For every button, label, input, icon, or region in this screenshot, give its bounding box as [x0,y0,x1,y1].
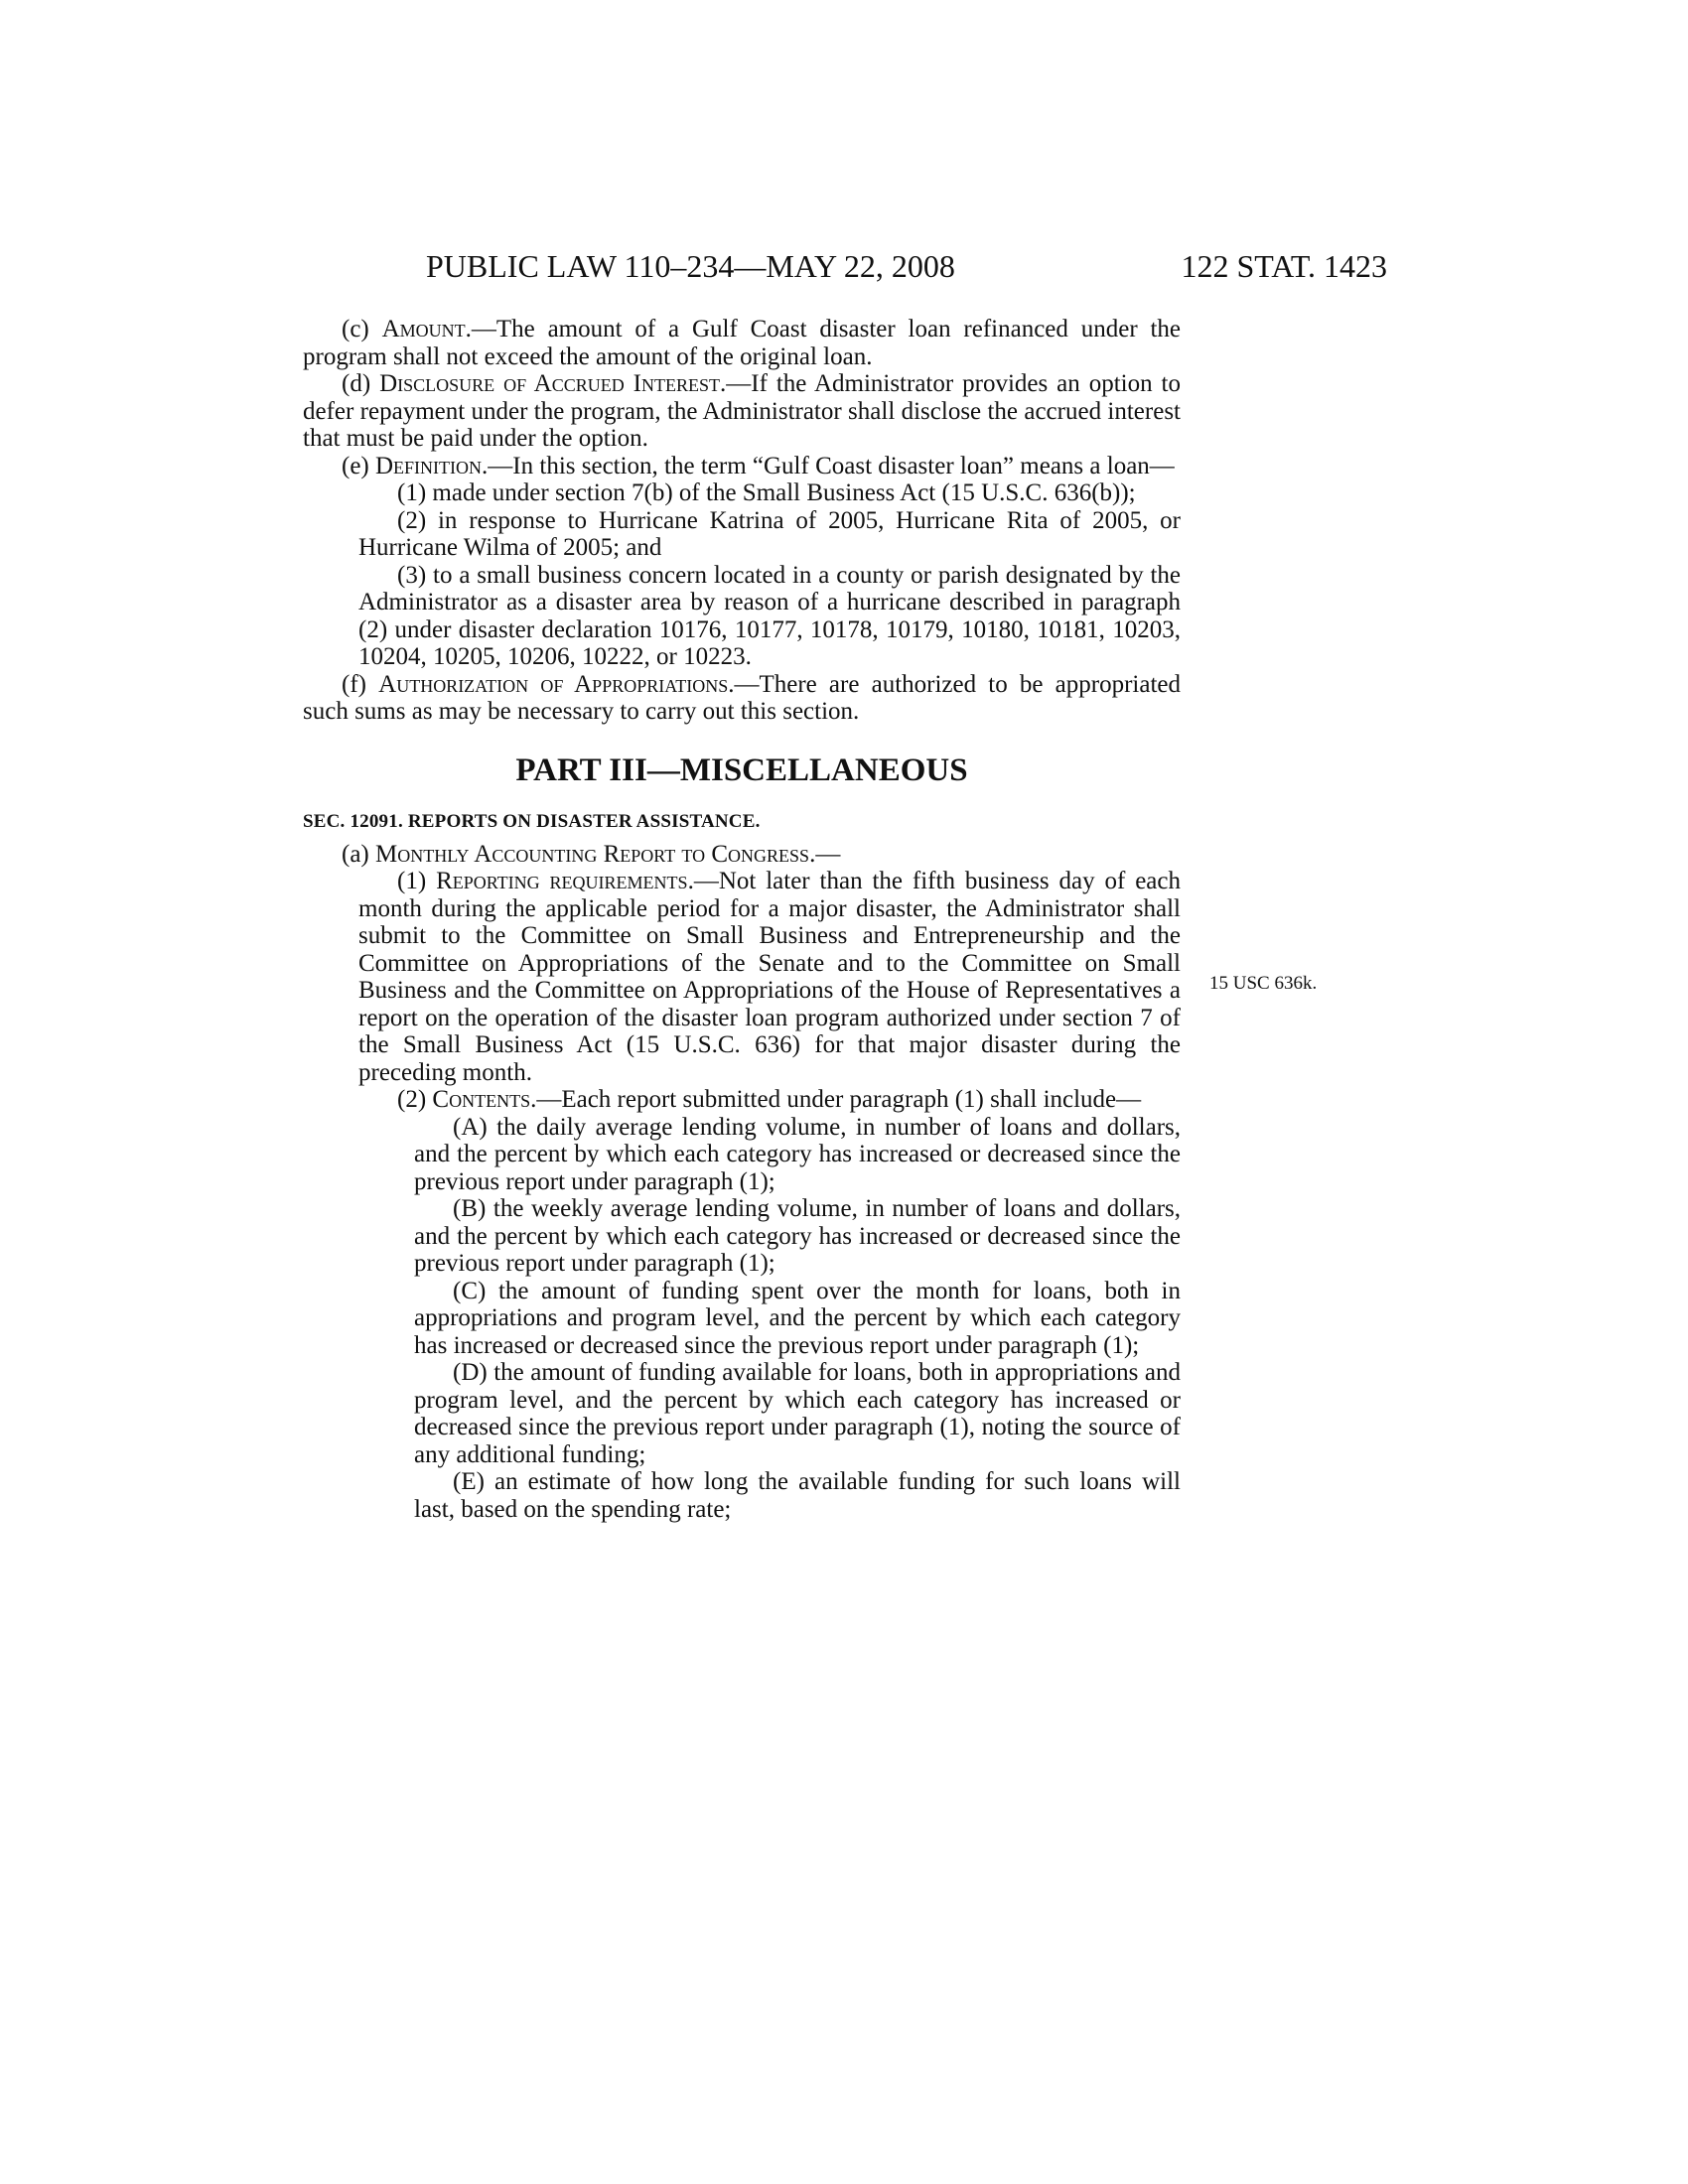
paragraph [303,671,1181,726]
paragraph-text: .—The amount of a Gulf Coast disaster loan refinanced under the program shall not exceed the amount of the original loan. [303,316,1182,370]
paragraph-text: .—In this section, the term “Gulf Coast disaster loan” means a loan— [482,452,1175,479]
paragraph-text: .— [809,840,841,868]
paragraph [414,1114,1181,1196]
paragraph-label: (2) [397,1086,433,1113]
paragraph-label: (c) [342,316,382,342]
running-head [303,246,1387,286]
paragraph-heading: Authorization of Appropriations [378,670,729,698]
paragraph-text: (D) the amount of funding available for loans, both in appropriations and program level, and the percent by which each category has increased or decreased since the previous report under paragraph (1), noting the source of any additional funding; [414,1359,1181,1468]
paragraph [358,507,1181,562]
paragraph-heading: Amount [381,316,466,342]
page-body [303,316,1181,1523]
paragraph-heading: Reporting requirements [436,868,688,894]
paragraph-heading: Monthly Accounting Report to Congress [375,840,810,868]
paragraph-text: (A) the daily average lending volume, in number of loans and dollars, and the percent by which each category has increased or decreased since the previous report under paragraph (1); [414,1113,1181,1195]
paragraph-text: .—Each report submitted under paragraph (1) shall include— [530,1086,1142,1113]
paragraph [414,1278,1181,1360]
running-head-title: PUBLIC LAW 110–234—MAY 22, 2008 [426,248,955,284]
section-heading: SEC. 12091. REPORTS ON DISASTER ASSISTANCE. [303,810,761,832]
paragraphs-before [303,316,1181,726]
paragraph-text: (1) made under section 7(b) of the Small Business Act (15 U.S.C. 636(b)); [397,479,1136,506]
paragraph-text: (2) in response to Hurricane Katrina of 2005, Hurricane Rita of 2005, or Hurricane Wilma of 2005; and [358,506,1181,561]
paragraph-label: (d) [342,370,380,397]
paragraph-label: (a) [342,840,375,868]
paragraph-text: (C) the amount of funding spent over the month for loans, both in appropriations and program level, and the percent by which each category has increased or decreased since the previous report under paragraph (1); [414,1277,1181,1359]
paragraph [414,1468,1181,1523]
paragraph [303,453,1181,480]
margin-note-usc-citation: 15 USC 636k. [1209,973,1318,994]
paragraphs-after [303,841,1181,1524]
paragraph [358,868,1181,1086]
paragraph-label: (1) [397,868,437,894]
paragraph [303,841,1181,869]
paragraph [414,1195,1181,1278]
paragraph-text: .—Not later than the fifth business day of each month during the applicable period for a major disaster, the Administrator shall submit to the Committee on Small Business and Entrepreneurship and the Committee on Appropriations of the Senate and to the Committee on Small Business and the Committee on Appropriations of the House of Representatives a report on the operation of the disaster loan program authorized under section 7 of the Small Business Act (15 U.S.C. 636) for that major disaster during the preceding month. [358,868,1181,1086]
paragraph-label: (f) [342,670,379,698]
paragraph-text: .—If the Administrator provides an option to defer repayment under the program, the Administrator shall disclose the accrued interest that must be paid under the option. [303,370,1181,452]
paragraph-text: .—There are authorized to be appropriated such sums as may be necessary to carry out this section. [303,670,1181,725]
paragraph-heading: Definition [375,452,483,479]
paragraph [358,1086,1181,1114]
stat-page-number: 122 STAT. 1423 [1181,248,1387,284]
paragraph-heading: Disclosure of Accrued Interest [379,370,720,397]
paragraph [303,370,1181,453]
paragraph-text: (3) to a small business concern located in a county or parish designated by the Administrator as a disaster area by reason of a hurricane described in paragraph (2) under disaster declaration 10176, 10177, 10178, 10179, 10180, 10181, 10203, 10204, 10205, 10206, 10222, or 10223. [358,561,1181,670]
part-heading: PART III—MISCELLANEOUS [515,751,968,788]
paragraph-heading: Contents [432,1086,531,1113]
paragraph [303,316,1181,370]
paragraph [358,562,1181,671]
paragraph-text: (B) the weekly average lending volume, in number of loans and dollars, and the percent by which each category has increased or decreased since the previous report under paragraph (1); [414,1195,1181,1277]
paragraph-label: (e) [342,452,375,479]
paragraph [358,479,1181,507]
paragraph [414,1359,1181,1468]
paragraph-text: (E) an estimate of how long the available funding for such loans will last, based on the spending rate; [414,1468,1181,1523]
